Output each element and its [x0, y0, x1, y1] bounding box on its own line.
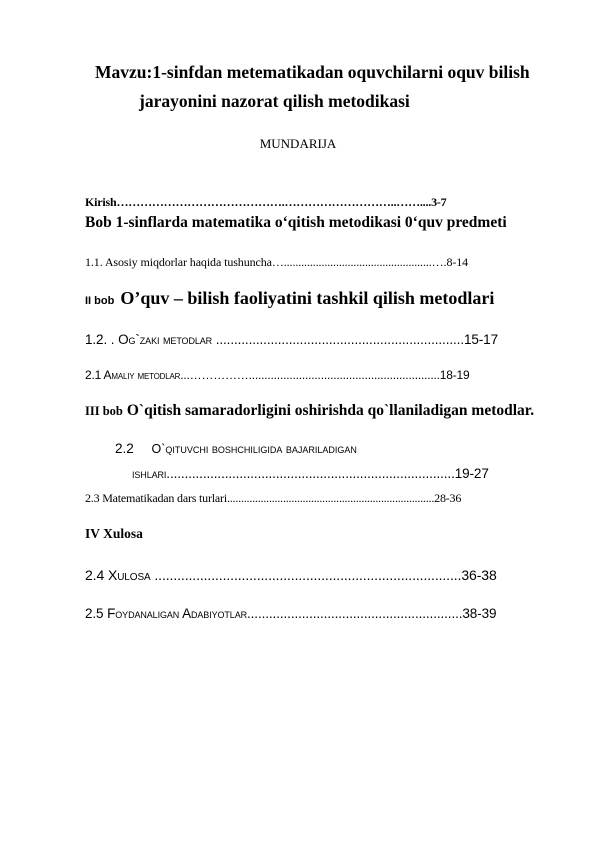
- toc-entry-1-1: 1.1. Asosiy miqdorlar haqida tushuncha…...................................................….8-14: [85, 255, 469, 269]
- toc-conclusion-heading: IV Xulosa: [85, 526, 143, 541]
- toc-chapter-3-title: O`qitish samaradorligini oshirishda qo`llaniladigan metodlar.: [126, 402, 535, 419]
- toc-chapter-2-title: O’quv – bilish faoliyatini tashkil qilish metodlari: [120, 288, 495, 308]
- contents-heading: MUNDARIJA: [259, 136, 337, 151]
- toc-chapter-3-prefix: III bob: [85, 404, 123, 418]
- toc-chapter-2-prefix: II bob: [85, 295, 115, 307]
- toc-entry-2-5: 2.5 Foydanaligan Adabiyotlar...........................................................38-39: [85, 606, 497, 621]
- toc-entry-2-2-title: O`qituvchi boshchiligida bajariladigan: [151, 442, 357, 456]
- toc-chapter-3: [85, 402, 534, 420]
- toc-entry-2-2-continued: ishlari...............................................................................19-27: [132, 466, 489, 481]
- toc-entry-2-2: [115, 441, 357, 456]
- toc-entry-2-3: 2.3 Matematikadan dars turlari..........................................................................28-36: [85, 491, 462, 505]
- toc-entry-2-4: 2.4 Xulosa .................................................................................36-38: [85, 567, 497, 583]
- toc-chapter-2: [85, 288, 494, 309]
- toc-chapter-1: Bob 1-sinflarda matematika o‘qitish metodikasi 0‘quv predmeti: [85, 214, 507, 231]
- toc-entry-intro: Kirish…………………………………….………………………..……....3-7: [85, 195, 447, 209]
- toc-entry-1-2: 1.2. . Og`zaki metodlar ....................................................................15-17: [85, 332, 498, 347]
- document-title-line-1: Mavzu:1-sinfdan metematikadan oquvchilarni oquv bilish: [95, 62, 530, 82]
- document-title-line-2: jarayonini nazorat qilish metodikasi: [139, 91, 410, 111]
- toc-entry-2-1: 2.1 Amaliy metodlar...…………….............................................................18-19: [85, 368, 470, 382]
- toc-entry-2-2-number: 2.2: [115, 441, 134, 456]
